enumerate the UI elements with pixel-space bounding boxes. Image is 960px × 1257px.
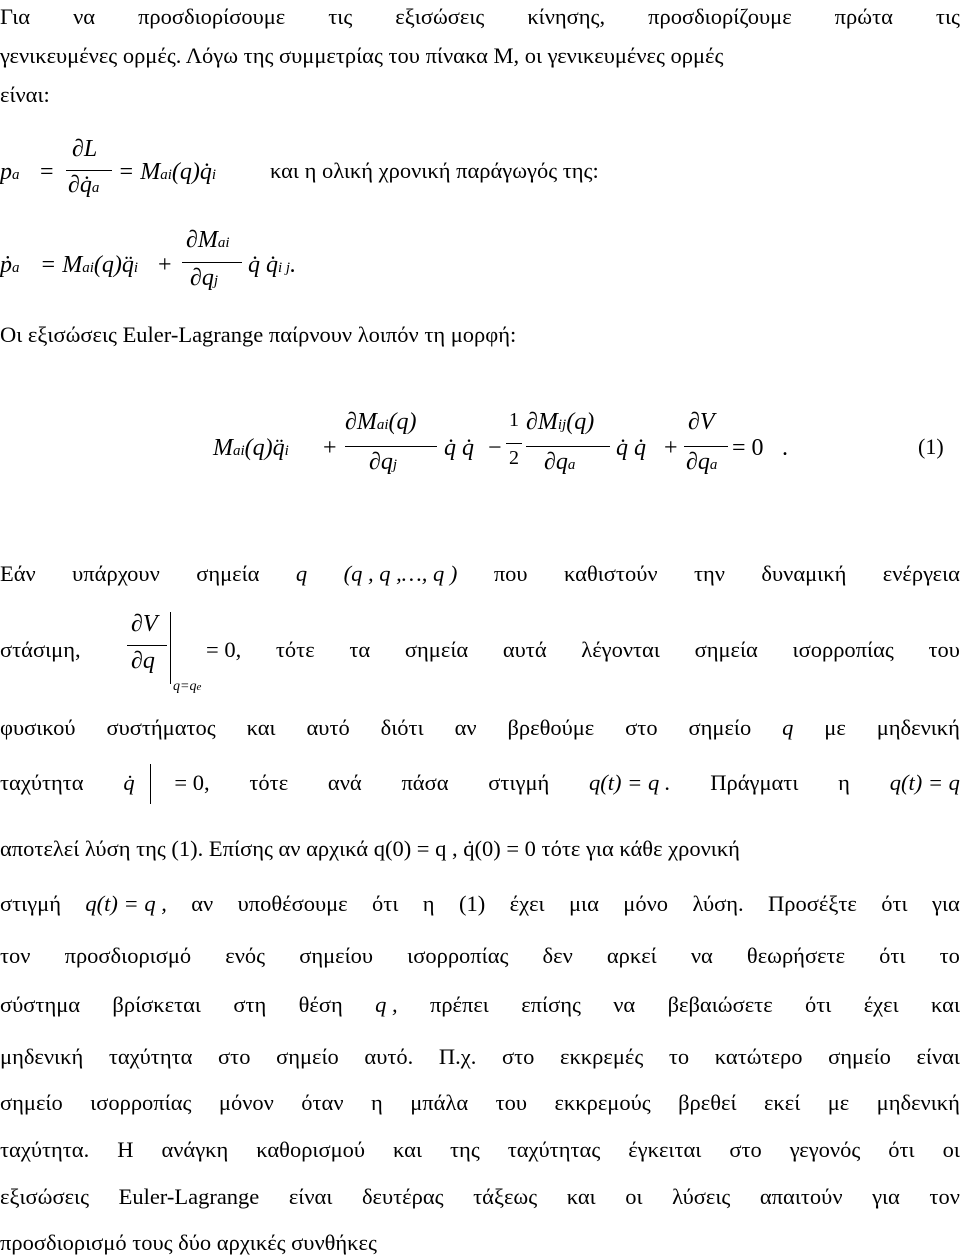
word: υπάρχουν (72, 561, 160, 586)
word: καθορισμού (256, 1137, 366, 1162)
pdot-term1: = Mai(q)q̈i (40, 252, 139, 278)
word: δευτέρας (361, 1184, 444, 1209)
para2-line1 (0, 563, 960, 586)
word: διότι (380, 715, 424, 740)
para2-line9 (0, 1046, 960, 1069)
word: Η (117, 1137, 134, 1162)
half-num: 1 (509, 409, 519, 431)
word: του (928, 637, 960, 662)
word: ισορροπίας (90, 1090, 192, 1115)
word: ότι (879, 943, 906, 968)
eq1-frac2 (526, 410, 610, 476)
eq1-label: (1) (918, 434, 944, 459)
word: ενέργεια (882, 561, 960, 586)
word: έχει (863, 992, 899, 1017)
eq1-m: Mai(q)q̈i (213, 435, 289, 461)
word: ανάγκη (161, 1137, 229, 1162)
para1-line3: είναι: (0, 82, 50, 107)
eq1-frac1-num: ∂Mai(q) (345, 409, 417, 435)
word: κατώτερο (714, 1044, 803, 1069)
word: ταχύτητα. (0, 1137, 90, 1162)
word: ταχύτητας (507, 1137, 601, 1162)
word: και (566, 1184, 596, 1209)
word: τα (349, 637, 371, 662)
pdot-num: ∂Mai (186, 227, 230, 253)
pa-text: και η ολική χρονική παράγωγός της: (270, 158, 599, 183)
word: μηδενική (0, 1044, 84, 1069)
eq1-qq2: q̇ q̇ (616, 435, 646, 461)
word: μηδενική (876, 715, 960, 740)
eq1-frac3-num: ∂V (688, 409, 715, 435)
word: ισορροπίας (792, 637, 894, 662)
word: τάξεως (473, 1184, 538, 1209)
word: βρίσκεται (112, 992, 201, 1017)
word: της (450, 1137, 480, 1162)
eq1-plus: + (323, 435, 337, 461)
word: εκεί (763, 1090, 801, 1115)
word: του (495, 1090, 528, 1115)
word: που (493, 561, 528, 586)
word: προσδιορισμό (64, 943, 192, 968)
word: και (246, 715, 276, 740)
word: σημείο (688, 715, 752, 740)
word: το (668, 1044, 690, 1069)
word: ταχύτητα (108, 1044, 193, 1069)
pdot-den: ∂qj (190, 265, 219, 291)
word: προσδιορίσουμε (138, 4, 286, 29)
eq1-plus2: + (664, 435, 678, 461)
pdot-plus: + (158, 252, 172, 278)
word: είναι (288, 1184, 333, 1209)
word: ότι (881, 891, 908, 916)
word: βρεθούμε (507, 715, 595, 740)
word: στιγμή (488, 770, 550, 795)
dv-fraction (127, 612, 167, 674)
para2-line11 (0, 1139, 960, 1162)
word: βεβαιώσετε (667, 992, 773, 1017)
word: λέγονται (581, 637, 660, 662)
word: ταχύτητα (0, 770, 84, 795)
evaluation-bar (170, 612, 171, 684)
word: η (370, 1090, 383, 1115)
word: έγκειται (628, 1137, 702, 1162)
eq1-period: . (782, 435, 788, 461)
word: τις (935, 4, 960, 29)
word: λύσεις (672, 1184, 731, 1209)
word: ανά (327, 770, 362, 795)
word: οι (625, 1184, 643, 1209)
word: γεγονός (789, 1137, 861, 1162)
word: έχει (509, 891, 545, 916)
word: μόνο (623, 891, 669, 916)
word: (1) (458, 891, 486, 916)
eq1-half (506, 410, 522, 476)
para2-line10 (0, 1092, 960, 1115)
word: τον (929, 1184, 960, 1209)
word: σημεία (694, 637, 758, 662)
word: κίνησης, (527, 4, 606, 29)
dv-den: ∂q (131, 648, 155, 674)
word: δεν (542, 943, 573, 968)
word: ότι (888, 1137, 915, 1162)
pa-num: ∂L (72, 136, 98, 162)
word: ότι (805, 992, 832, 1017)
word: μια (568, 891, 599, 916)
word: Προσέξτε (768, 891, 857, 916)
word: να (613, 992, 636, 1017)
eq1-frac2-den: ∂qa (544, 449, 576, 475)
fraction-bar (526, 446, 610, 447)
word: στο (729, 1137, 762, 1162)
pa-lhs: pa (0, 159, 20, 185)
word: μηδενική (876, 1090, 960, 1115)
word: οι (942, 1137, 960, 1162)
para2-line3 (0, 717, 960, 740)
word: αρκεί (606, 943, 657, 968)
word: Euler-Lagrange (118, 1184, 260, 1209)
half-den: 2 (509, 447, 519, 469)
word: με (824, 715, 846, 740)
word: να (690, 943, 713, 968)
word: τότε (249, 770, 289, 795)
word: σημείο (828, 1044, 891, 1069)
word: q(t) = q . (589, 770, 671, 795)
word: φυσικού (0, 715, 76, 740)
word: πρώτα (834, 4, 893, 29)
eq1-frac1-den: ∂qj (369, 449, 398, 475)
word: (q , q ,…, q ) (343, 561, 458, 586)
word: με (827, 1090, 850, 1115)
word: την (693, 561, 725, 586)
para2-line13: προσδιορισμό τους δύο αρχικές συνθήκες (0, 1230, 377, 1255)
word: επίσης (521, 992, 581, 1017)
word: q(t) = q , (85, 891, 167, 916)
para1-line2: γενικευμένες ορμές. Λόγω της συμμετρίας του πίνακα Μ, οι γενικευμένες ορμές (0, 43, 724, 68)
word: μπάλα (410, 1090, 469, 1115)
word: προσδιορίζουμε (648, 4, 792, 29)
word: σημείο (0, 1090, 63, 1115)
word: αυτά (502, 637, 547, 662)
pdot-tail: q̇ q̇i j. (248, 252, 297, 278)
word: ότι (372, 891, 399, 916)
para1-line1 (0, 6, 960, 29)
eq1-frac2-num: ∂Mij(q) (526, 409, 595, 435)
word: για (872, 1184, 900, 1209)
word: υποθέσουμε (237, 891, 348, 916)
para2-stasimi: στάσιμη, (0, 637, 81, 662)
word: η (422, 891, 435, 916)
eq1-eq0: = 0 (732, 435, 764, 461)
word: στιγμή (0, 891, 61, 916)
word: εξισώσεις (0, 1184, 90, 1209)
dv-num: ∂V (131, 611, 158, 637)
pdot-fraction (182, 228, 242, 290)
word: q̇ (123, 770, 135, 795)
word: q(t) = q (889, 770, 960, 795)
word: να (73, 4, 96, 29)
word: στο (625, 715, 658, 740)
word: Για (0, 4, 31, 29)
word: σημείου (299, 943, 374, 968)
word: το (939, 943, 960, 968)
word: θέση (298, 992, 343, 1017)
eq1-frac1 (345, 410, 437, 476)
word: Εάν (0, 561, 36, 586)
para2-line5: αποτελεί λύση της (1). Επίσης αν αρχικά q(0) = q , q̇(0) = 0 τότε για κάθε χρονική (0, 836, 740, 861)
dv-condition: q=qe (173, 679, 202, 694)
word: αυτό. (364, 1044, 414, 1069)
para2-line2-text (206, 639, 960, 662)
word: σημεία (404, 637, 469, 662)
word: αν (454, 715, 477, 740)
word: βρεθεί (678, 1090, 737, 1115)
para2-line8 (0, 994, 960, 1017)
pa-eq: = (40, 159, 54, 185)
word: όταν (301, 1090, 344, 1115)
word: για (932, 891, 960, 916)
word: q (782, 715, 794, 740)
word: Π.χ. (438, 1044, 477, 1069)
evaluation-bar (150, 764, 151, 804)
word: q , (375, 992, 398, 1017)
word: εκκρεμούς (554, 1090, 651, 1115)
word: = 0, (174, 770, 210, 795)
pdot-lhs: ṗa (0, 252, 20, 278)
fraction-bar (182, 262, 242, 263)
word: σημείο (276, 1044, 339, 1069)
word: πάσα (401, 770, 449, 795)
word: και (931, 992, 960, 1017)
word: σημεία (196, 561, 260, 586)
euler-lagrange-intro: Οι εξισώσεις Euler-Lagrange παίρνουν λοιπόν τη μορφή: (0, 322, 517, 347)
word: ενός (225, 943, 266, 968)
word: λύση. (692, 891, 744, 916)
word: εξισώσεις (395, 4, 485, 29)
word: αυτό (306, 715, 350, 740)
word: Πράγματι (710, 770, 799, 795)
word: δυναμική (761, 561, 847, 586)
para2-line6 (0, 893, 960, 916)
word: τον (0, 943, 31, 968)
word: καθιστούν (564, 561, 658, 586)
word: και (393, 1137, 423, 1162)
word: στο (218, 1044, 251, 1069)
word: απαιτούν (759, 1184, 843, 1209)
word: q (295, 561, 308, 586)
word: = 0, (206, 637, 242, 662)
fraction-bar (127, 645, 167, 646)
word: στο (501, 1044, 535, 1069)
fraction-bar (345, 446, 437, 447)
fraction-bar (506, 443, 522, 444)
word: ισορροπίας (407, 943, 509, 968)
para2-line7 (0, 945, 960, 968)
word: στη (233, 992, 267, 1017)
pa-rhs: = Mai(q)q̇i (118, 159, 217, 185)
eq1-frac3 (684, 410, 728, 476)
word: πρέπει (429, 992, 489, 1017)
word: η (838, 770, 850, 795)
word: αν (191, 891, 214, 916)
pa-fraction (66, 136, 112, 198)
fraction-bar (684, 446, 728, 447)
word: τις (328, 4, 353, 29)
word: θεωρήσετε (746, 943, 846, 968)
word: μόνον (218, 1090, 274, 1115)
word: συστήματος (106, 715, 216, 740)
eq1-qq1: q̇ q̇ (444, 435, 474, 461)
word: είναι (916, 1044, 960, 1069)
eq1-frac3-den: ∂qa (686, 449, 718, 475)
eq1-minus: − (488, 435, 502, 461)
word: τότε (275, 637, 315, 662)
word: εκκρεμές (560, 1044, 644, 1069)
para2-line12 (0, 1186, 960, 1209)
fraction-bar (66, 170, 112, 171)
word: σύστημα (0, 992, 81, 1017)
pa-den: ∂q̇a (68, 172, 100, 198)
para2-line4-text (0, 772, 960, 795)
